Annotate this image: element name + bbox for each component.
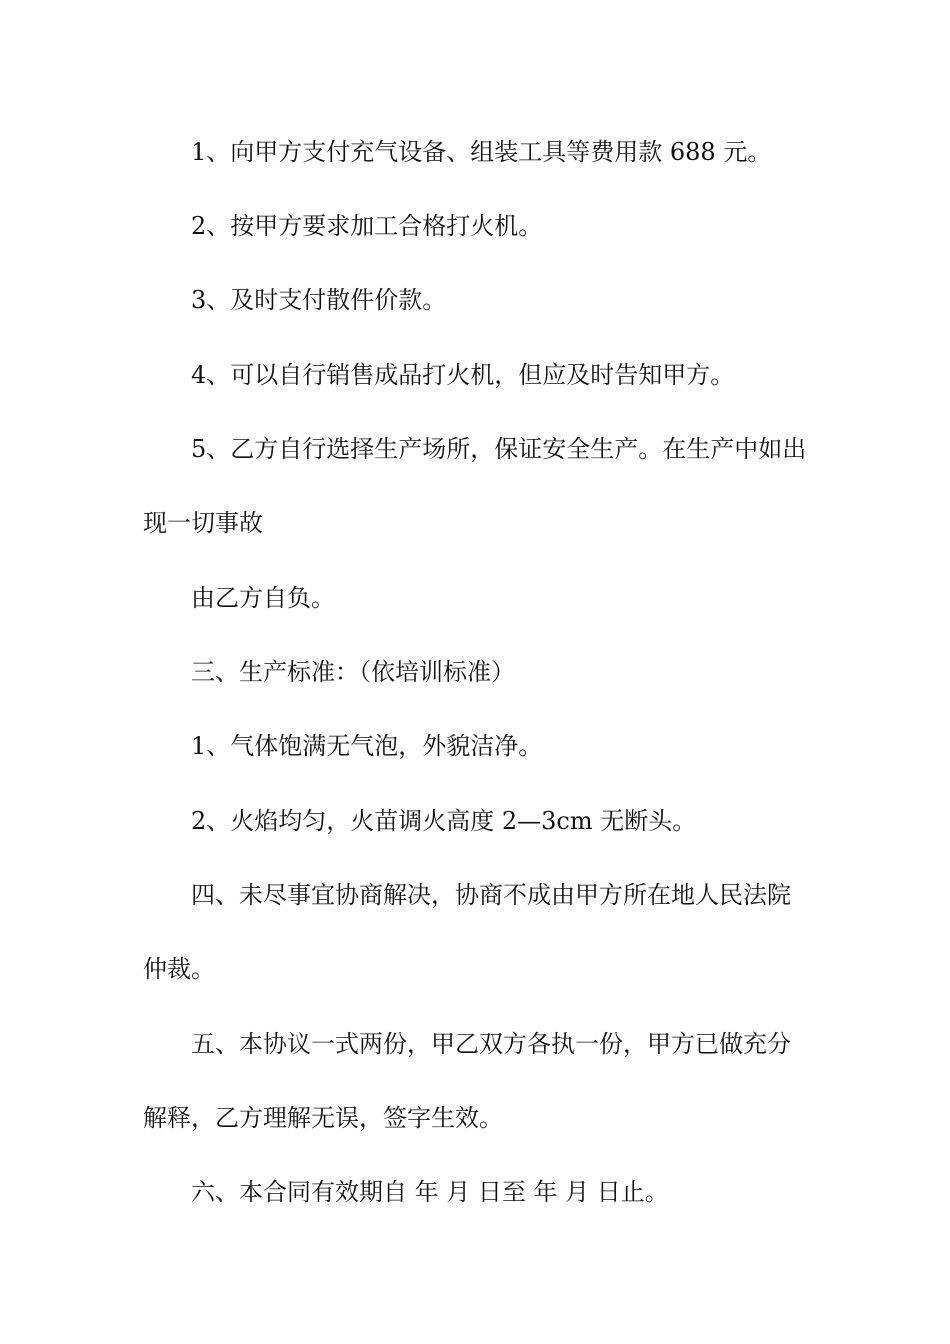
- standard-line-2: 2、火焰均匀，火苗调火高度 2—3cm 无断头。: [191, 807, 697, 835]
- clause-line-3: 3、及时支付散件价款。: [191, 286, 447, 314]
- clause-line-4: 4、可以自行销售成品打火机，但应及时告知甲方。: [191, 361, 735, 389]
- clause-line-1: 1、向甲方支付充气设备、组装工具等费用款 688 元。: [191, 138, 772, 166]
- clause-line-5: 5、乙方自行选择生产场所，保证安全生产。在生产中如出: [191, 435, 807, 463]
- section-six-line: 六、本合同有效期自 年 月 日至 年 月 日止。: [191, 1178, 669, 1206]
- section-five-continued: 解释，乙方理解无误，签字生效。: [143, 1104, 503, 1132]
- clause-line-2: 2、按甲方要求加工合格打火机。: [191, 212, 543, 240]
- section-five-line: 五、本协议一式两份，甲乙双方各执一份，甲方已做充分: [191, 1030, 791, 1058]
- standard-line-1: 1、气体饱满无气泡，外貌洁净。: [191, 732, 543, 760]
- section-four-continued: 仲裁。: [143, 955, 215, 983]
- clause-line-5-end: 由乙方自负。: [191, 584, 335, 612]
- section-heading-production-standards: 三、生产标准：（依培训标准）: [191, 658, 515, 686]
- section-four-line: 四、未尽事宜协商解决，协商不成由甲方所在地人民法院: [191, 881, 791, 909]
- clause-line-5-continued: 现一切事故: [143, 509, 263, 537]
